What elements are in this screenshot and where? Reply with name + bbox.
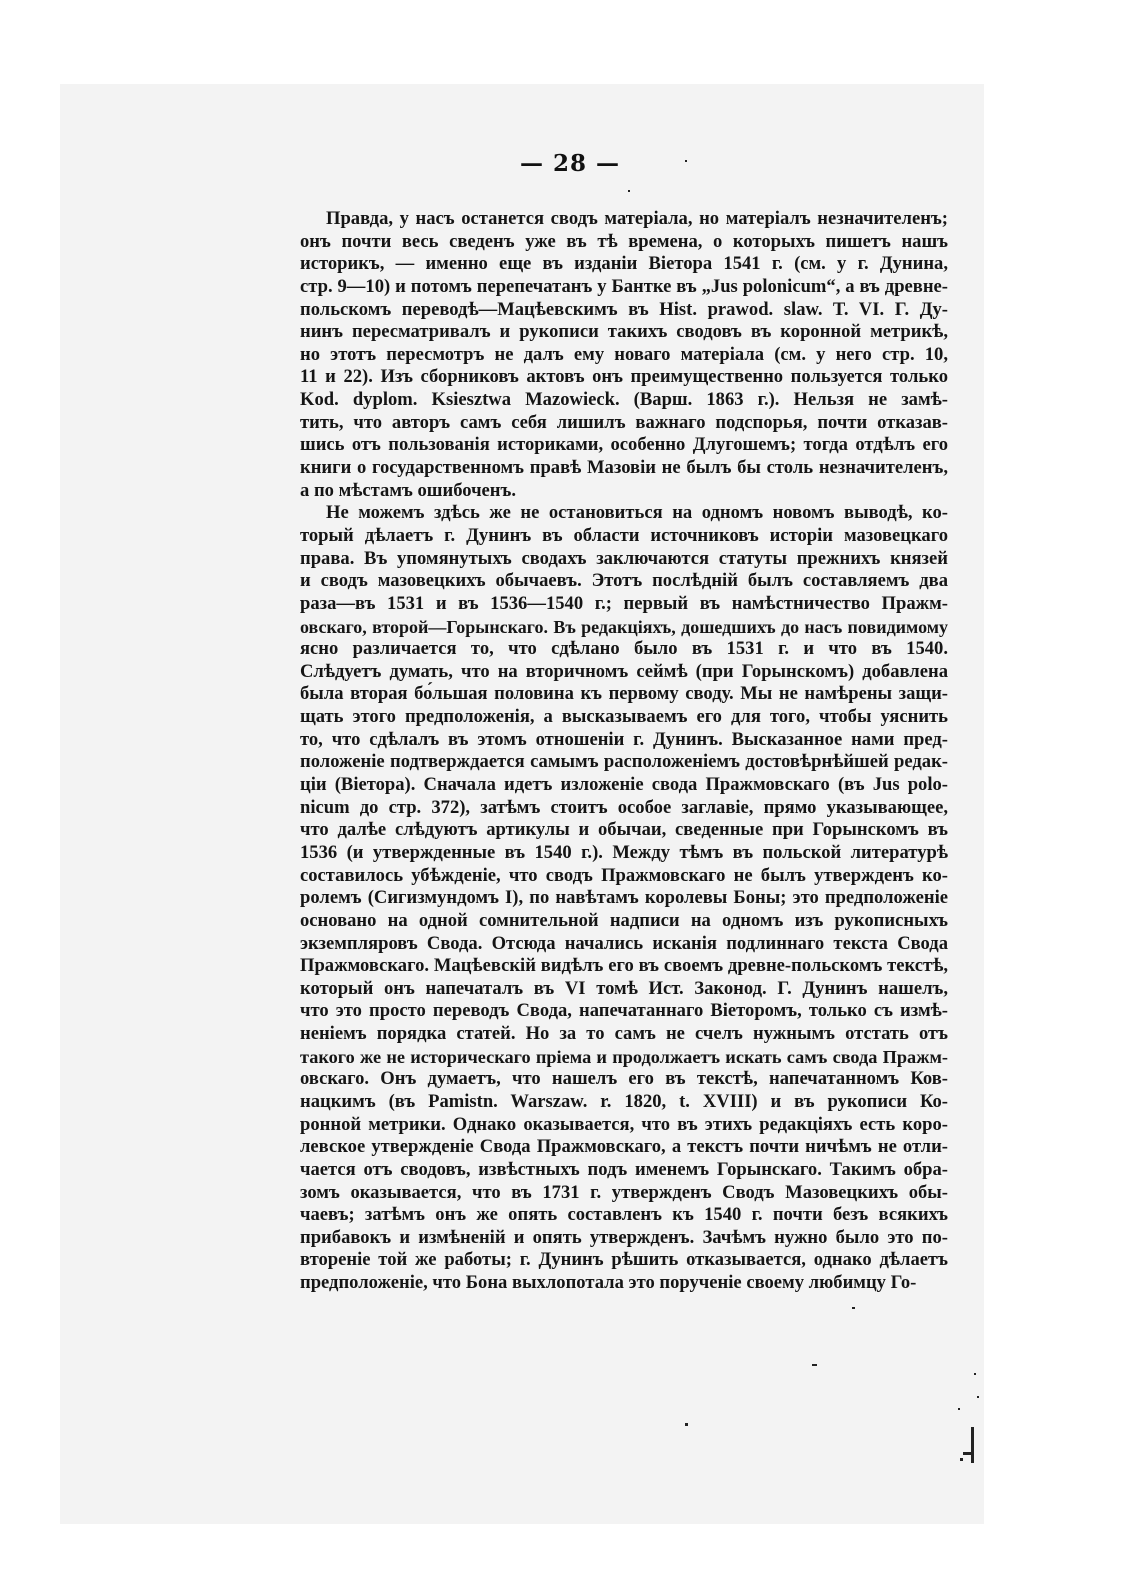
text-line: онъ почти весь сведенъ уже въ тѣ времена, о которыхъ пишетъ нашъ xyxy=(300,230,948,252)
text-line: что это просто переводъ Свода, напечатаннаго Віеторомъ, только съ измѣ- xyxy=(300,1000,948,1022)
text-line: прибавокъ и измѣненій и опять утвержденъ. Зачѣмъ нужно было это по- xyxy=(300,1226,948,1248)
scan-speck xyxy=(977,1396,979,1398)
text-line: нинъ пересматривалъ и рукописи такихъ сводовъ въ коронной метрикѣ, xyxy=(300,321,948,343)
text-line: но этотъ пересмотръ не далъ ему новаго матеріала (см. у него стр. 10, xyxy=(300,343,948,365)
text-line: книги о государственномъ правѣ Мазовіи не былъ бы столь незначителенъ, xyxy=(300,457,948,479)
text-line: такого же не историческаго пріема и продолжаетъ искать самъ свода Пражм- xyxy=(300,1046,948,1067)
scan-speck xyxy=(852,1307,855,1309)
text-line: втореніе той же работы; г. Дунинъ рѣшить отказывается, однако дѣлаетъ xyxy=(300,1249,948,1271)
paragraph-2 xyxy=(300,502,948,1294)
text-line: левское утвержденіе Свода Пражмовскаго, а текстъ почти ничѣмъ не отли- xyxy=(300,1136,948,1158)
scan-speck xyxy=(812,1364,817,1366)
text-line: чаевъ; затѣмъ онъ же опять составленъ къ 1540 г. почти безъ всякихъ xyxy=(300,1204,948,1226)
text-line: Слѣдуетъ думать, что на вторичномъ сеймѣ (при Горынскомъ) добавлена xyxy=(300,660,948,682)
text-line: шись отъ пользованія историками, особенно Длугошемъ; тогда отдѣлъ его xyxy=(300,434,948,456)
text-line: овскаго. Онъ думаетъ, что нашелъ его въ текстѣ, напечатанномъ Ков- xyxy=(300,1068,948,1090)
text-line: щать этого предположенія, а высказываемъ его для того, чтобы уяснить xyxy=(300,706,948,728)
paragraph-1 xyxy=(300,208,948,502)
text-line: раза—въ 1531 и въ 1536—1540 г.; первый въ намѣстничество Пражм- xyxy=(300,592,948,614)
text-line: Правда, у насъ останется сводъ матеріала, но матеріалъ незначителенъ; xyxy=(326,208,948,229)
text-line: а по мѣстамъ ошибоченъ. xyxy=(300,479,517,501)
scan-speck xyxy=(685,1423,688,1426)
text-line: 1536 (и утвержденные въ 1540 г.). Между тѣмъ въ польской литературѣ xyxy=(300,841,948,863)
text-line: Не можемъ здѣсь же не остановиться на одномъ новомъ выводѣ, ко- xyxy=(326,502,948,524)
text-line: неніемъ порядка статей. Но за то самъ не счелъ нужнымъ отстать отъ xyxy=(300,1023,948,1045)
text-line: тить, что авторъ самъ себя лишилъ важнаго подспорья, почти отказав- xyxy=(300,411,948,433)
scan-speck xyxy=(974,1373,976,1375)
scan-speck xyxy=(628,190,630,192)
text-line: Пражмовскаго. Мацѣевскій видѣлъ его въ своемъ древне-польскомъ текстѣ, xyxy=(300,955,948,977)
text-line: то, что сдѣлалъ въ этомъ отношеніи г. Дунинъ. Высказанное нами пред- xyxy=(300,728,948,750)
text-line: чается отъ сводовъ, извѣстныхъ подъ именемъ Горынскаго. Такимъ обра- xyxy=(300,1158,948,1180)
text-line: торый дѣлаетъ г. Дунинъ въ области источниковъ исторіи мазовецкаго xyxy=(300,524,948,546)
text-line: ясно различается то, что сдѣлано было въ 1531 г. и что въ 1540. xyxy=(300,638,948,660)
text-line: ронной метрики. Однако оказывается, что въ этихъ редакціяхъ есть коро- xyxy=(300,1113,948,1135)
scan-speck xyxy=(971,1427,974,1463)
scan-speck xyxy=(960,1458,963,1461)
scan-speck xyxy=(963,1452,972,1455)
text-line: что далѣе слѣдуютъ артикулы и обычаи, сведенные при Горынскомъ въ xyxy=(300,819,948,841)
text-line: нацкимъ (въ Pamistn. Warszaw. r. 1820, t. XVIII) и въ рукописи Ко- xyxy=(300,1090,948,1112)
text-line: историкъ, — именно еще въ изданіи Віетора 1541 г. (см. у г. Дунина, xyxy=(300,253,948,275)
text-line: ролемъ (Сигизмундомъ I), по навѣтамъ королевы Боны; это предположеніе xyxy=(300,887,948,909)
text-line: стр. 9—10) и потомъ перепечатанъ у Бантке въ „Jus polonicum“, а въ древне- xyxy=(300,275,948,297)
body-text xyxy=(300,208,948,1295)
text-line: овскаго, второй—Горынскаго. Въ редакціяхъ, дошедшихъ до насъ повидимому xyxy=(300,616,948,637)
text-line: права. Въ упомянутыхъ сводахъ заключаются статуты прежнихъ князей xyxy=(300,547,948,569)
text-line: польскомъ переводѣ—Мацѣевскимъ въ Hist. prawod. slaw. T. VI. Г. Ду- xyxy=(300,298,948,320)
text-line: экземпляровъ Свода. Отсюда начались исканія подлиннаго текста Свода xyxy=(300,932,948,954)
text-line: составилось убѣжденіе, что сводъ Пражмовскаго не былъ утвержденъ ко- xyxy=(300,864,948,886)
text-line: предположеніе, что Бона выхлопотала это порученіе своему любимцу Го- xyxy=(300,1272,917,1294)
page-number: — 28 — xyxy=(519,150,621,177)
text-line: ціи (Віетора). Сначала идетъ изложеніе свода Пражмовскаго (въ Jus polo- xyxy=(300,774,948,796)
text-line: положеніе подтверждается самымъ расположеніемъ достовѣрнѣйшей редак- xyxy=(300,751,948,773)
text-line: была вторая бо́льшая половина къ первому своду. Мы не намѣрены защи- xyxy=(300,683,948,705)
text-line: который онъ напечаталъ въ VI томѣ Ист. Законод. Г. Дунинъ нашелъ, xyxy=(300,977,948,999)
text-line: Kod. dyplom. Ksiesztwa Mazowieck. (Варш. 1863 г.). Нельзя не замѣ- xyxy=(300,389,948,411)
scan-speck xyxy=(685,160,687,162)
scan-speck xyxy=(958,1408,960,1410)
text-line: и сводъ мазовецкихъ обычаевъ. Этотъ послѣдній былъ составляемъ два xyxy=(300,570,948,592)
text-line: nicum до стр. 372), затѣмъ стоитъ особое заглавіе, прямо указывающее, xyxy=(300,796,948,818)
text-line: зомъ оказывается, что въ 1731 г. утвержденъ Сводъ Мазовецкихъ обы- xyxy=(300,1181,948,1203)
text-line: 11 и 22). Изъ сборниковъ актовъ онъ преимущественно пользуется только xyxy=(300,366,948,388)
text-line: основано на одной сомнительной надписи на одномъ изъ рукописныхъ xyxy=(300,909,948,931)
